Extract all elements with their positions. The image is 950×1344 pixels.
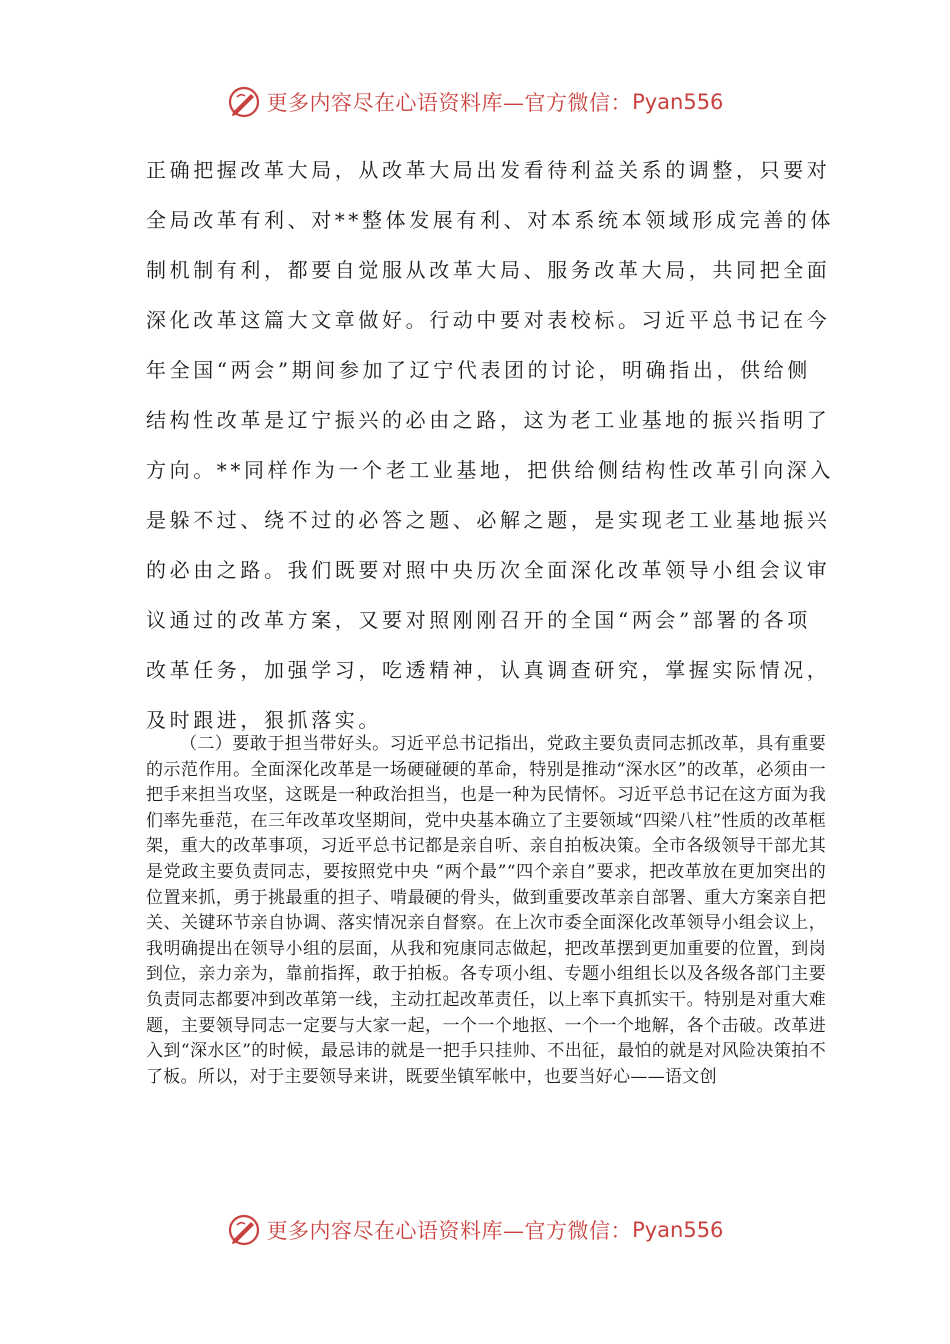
- body-line: 正确把握改革大局，从改革大局出发看待利益关系的调整，只要对: [146, 158, 831, 182]
- body-text-block: [146, 152, 836, 752]
- body-line: 及时跟进，狠抓落实。: [146, 708, 382, 732]
- body-line: 方向。**同样作为一个老工业基地，把供给侧结构性改革引向深入: [146, 458, 834, 482]
- banner-text: 更多内容尽在心语资料库—官方微信：: [266, 91, 633, 115]
- footer-banner: [0, 1208, 950, 1252]
- body-line: 结构性改革是辽宁振兴的必由之路，这为老工业基地的振兴指明了: [146, 408, 831, 432]
- body-line: 制机制有利，都要自觉服从改革大局、服务改革大局，共同把全面: [146, 258, 831, 282]
- body-line: 议通过的改革方案，又要对照刚刚召开的全国“两会”部署的各项: [146, 608, 811, 632]
- body-line: 深化改革这篇大文章做好。行动中要对表校标。习近平总书记在今: [146, 308, 831, 332]
- section-paragraph: （二）要敢于担当带好头。习近平总书记指出，党政主要负责同志抓改革，具有重要的示范作用。全面深化改革是一场硬碰硬的革命，特别是推动“深水区”的改革，必须由一把手来担当攻坚，这既是一种政治担当，也是一种为民情怀。习近平总书记在这方面为我们率先垂范，在三年改革攻坚期间，党中央基本确立了主要领域“四梁八柱”性质的改革框架，重大的改革事项，习近平总书记都是亲自听、亲自拍板决策。全市各级领导干部尤其是党政主要负责同志，要按照党中央 “两个最”“四个亲自”要求，把改革放在更加突出的位置来抓，勇于挑最重的担子、啃最硬的骨头，做到重要改革亲自部署、重大方案亲自把关、关键环节亲自协调、落实情况亲自督察。在上次市委全面深化改革领导小组会议上，我明确提出在领导小组的层面，从我和宛康同志做起，把改革摆到更加重要的位置，到岗到位，亲力亲为，靠前指挥，敢于拍板。各专项小组、专题小组组长以及各级各部门主要负责同志都要冲到改革第一线，主动扛起改革责任，以上率下真抓实干。特别是对重大难题，主要领导同志一定要与大家一起，一个一个地抠、一个一个地解，各个击破。改革进入到“深水区”的时候，最忌讳的就是一把手只挂帅、不出征，最怕的就是对风险决策拍不了板。所以，对于主要领导来讲，既要坐镇军帐中，也要当好心——语文创: [146, 734, 826, 1087]
- header-banner: [0, 80, 950, 124]
- body-line: 年全国“两会”期间参加了辽宁代表团的讨论，明确指出，供给侧: [146, 358, 811, 382]
- banner-wechat-id: Pyan556: [632, 1218, 724, 1242]
- pen-logo-icon: [227, 85, 261, 119]
- banner-text: 更多内容尽在心语资料库—官方微信：: [266, 1219, 633, 1243]
- body-line: 的必由之路。我们既要对照中央历次全面深化改革领导小组会议审: [146, 558, 831, 582]
- pen-logo-icon: [227, 1213, 261, 1247]
- banner-wechat-id: Pyan556: [632, 90, 724, 114]
- body-line: 是躲不过、绕不过的必答之题、必解之题，是实现老工业基地振兴: [146, 508, 831, 532]
- body-line: 全局改革有利、对**整体发展有利、对本系统本领域形成完善的体: [146, 208, 834, 232]
- body-line: 改革任务，加强学习，吃透精神，认真调查研究，掌握实际情况，: [146, 658, 831, 682]
